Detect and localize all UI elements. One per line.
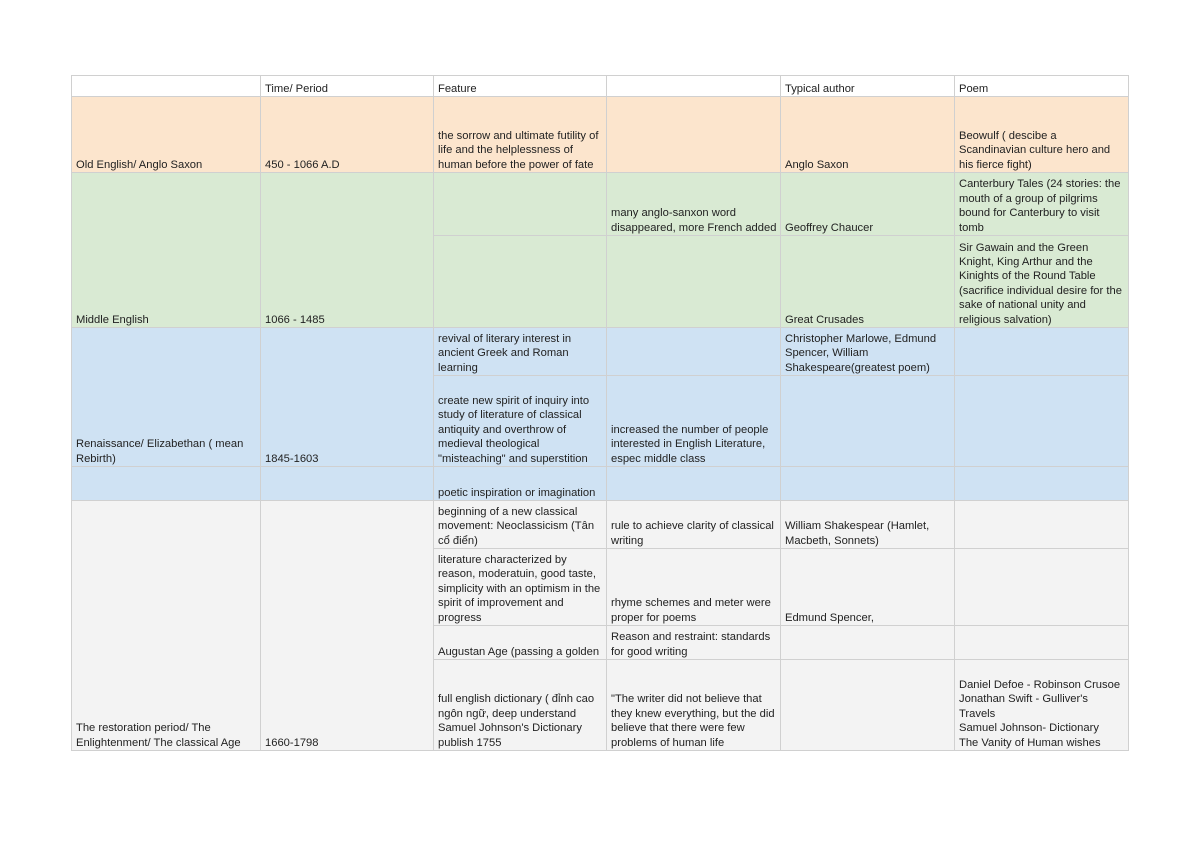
poem-cell[interactable]: Sir Gawain and the Green Knight, King Arthur and the Kinights of the Round Table (sacrifice individual desire for the sake of national unity and religious salvation) [955,236,1129,328]
author-cell[interactable]: Anglo Saxon [781,97,955,173]
author-cell[interactable]: Great Crusades [781,236,955,328]
poem-cell[interactable] [955,626,1129,660]
note-cell[interactable] [607,97,781,173]
note-cell[interactable]: "The writer did not believe that they knew everything, but the did believe that there were few problems of human life [607,660,781,751]
poem-cell[interactable] [955,501,1129,549]
header-era[interactable] [72,76,261,97]
note-cell[interactable]: Reason and restraint: standards for good writing [607,626,781,660]
poem-cell[interactable]: Beowulf ( descibe a Scandinavian culture hero and his fierce fight) [955,97,1129,173]
author-cell[interactable]: Christopher Marlowe, Edmund Spencer, William Shakespeare(greatest poem) [781,328,955,376]
note-cell[interactable]: rule to achieve clarity of classical writing [607,501,781,549]
feature-cell[interactable] [434,236,607,328]
author-cell[interactable] [781,626,955,660]
era-cell-empty[interactable] [72,467,261,501]
time-cell[interactable]: 1066 - 1485 [261,173,434,328]
time-cell[interactable]: 1845-1603 [261,328,434,467]
era-cell[interactable]: Middle English [72,173,261,328]
feature-cell[interactable]: literature characterized by reason, moderatuin, good taste, simplicity with an optimism in the spirit of improvement and progress [434,549,607,626]
author-cell[interactable]: Edmund Spencer, [781,549,955,626]
note-cell[interactable]: increased the number of people interested in English Literature, espec middle class [607,376,781,467]
note-cell[interactable] [607,467,781,501]
table-row-old-english [72,97,1129,173]
era-cell[interactable]: Old English/ Anglo Saxon [72,97,261,173]
note-cell[interactable]: many anglo-sanxon word disappeared, more French added [607,173,781,236]
poem-cell[interactable] [955,328,1129,376]
era-cell[interactable]: Renaissance/ Elizabethan ( mean Rebirth) [72,328,261,467]
author-cell[interactable] [781,467,955,501]
author-cell[interactable] [781,660,955,751]
poem-cell[interactable]: Daniel Defoe - Robinson Crusoe Jonathan Swift - Gulliver's Travels Samuel Johnson- Dictionary The Vanity of Human wishes [955,660,1129,751]
feature-cell[interactable]: poetic inspiration or imagination [434,467,607,501]
literature-periods-table [71,75,1129,751]
author-cell[interactable]: Geoffrey Chaucer [781,173,955,236]
time-cell[interactable]: 450 - 1066 A.D [261,97,434,173]
feature-cell[interactable]: the sorrow and ultimate futility of life and the helplessness of human before the power of fate [434,97,607,173]
poem-cell[interactable] [955,467,1129,501]
header-note[interactable] [607,76,781,97]
feature-cell[interactable]: revival of literary interest in ancient Greek and Roman learning [434,328,607,376]
note-cell[interactable] [607,328,781,376]
era-cell[interactable]: The restoration period/ The Enlightenment/ The classical Age [72,501,261,751]
header-typical-author[interactable]: Typical author [781,76,955,97]
author-cell[interactable]: William Shakespear (Hamlet, Macbeth, Sonnets) [781,501,955,549]
author-cell[interactable] [781,376,955,467]
feature-cell[interactable] [434,173,607,236]
feature-cell[interactable]: beginning of a new classical movement: Neoclassicism (Tân cổ điển) [434,501,607,549]
poem-cell[interactable] [955,376,1129,467]
table-row-restoration-1 [72,501,1129,549]
time-cell[interactable]: 1660-1798 [261,501,434,751]
header-poem[interactable]: Poem [955,76,1129,97]
feature-cell[interactable]: full english dictionary ( đỉnh cao ngôn ngữ, deep understand Samuel Johnson's Dictionary publish 1755 [434,660,607,751]
poem-cell[interactable]: Canterbury Tales (24 stories: the mouth of a group of pilgrims bound for Canterbury to visit tomb [955,173,1129,236]
time-cell-empty[interactable] [261,467,434,501]
table-row-renaissance-3 [72,467,1129,501]
note-cell[interactable]: rhyme schemes and meter were proper for poems [607,549,781,626]
header-time-period[interactable]: Time/ Period [261,76,434,97]
feature-cell[interactable]: Augustan Age (passing a golden [434,626,607,660]
poem-cell[interactable] [955,549,1129,626]
header-feature[interactable]: Feature [434,76,607,97]
table-row-middle-english-1 [72,173,1129,236]
feature-cell[interactable]: create new spirit of inquiry into study of literature of classical antiquity and overthrow of medieval theological "misteaching" and superstition [434,376,607,467]
note-cell[interactable] [607,236,781,328]
table-row-renaissance-1 [72,328,1129,376]
header-row [72,76,1129,97]
